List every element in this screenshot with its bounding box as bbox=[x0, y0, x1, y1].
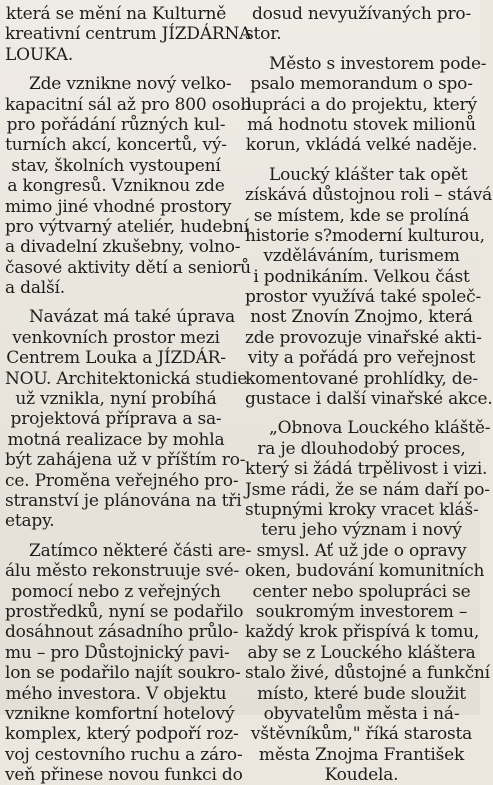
text-line: nost Znovín Znojmo, která bbox=[250, 307, 473, 328]
paragraph-gap bbox=[245, 156, 478, 165]
text-line: kreativní centrum JÍZDÁRNA bbox=[5, 24, 252, 45]
text-line: mého investora. V objektu bbox=[5, 683, 227, 704]
text-line: ce. Proměna veřejného pro- bbox=[5, 470, 239, 491]
text-line: pomocí nebo z veřejných bbox=[11, 581, 221, 602]
text-line: stor. bbox=[245, 24, 282, 45]
text-line: pro pořádání různých kul- bbox=[6, 114, 226, 135]
text-line: Zatímco některé části are- bbox=[29, 540, 252, 561]
paragraph-gap bbox=[5, 298, 227, 307]
text-line: gustace i další vinařské akce. bbox=[245, 389, 493, 410]
text-line: časové aktivity dětí a seniorů bbox=[5, 257, 251, 278]
text-line: a divadelní zkušebny, volno- bbox=[5, 237, 241, 258]
text-line: místo, které bude sloužit bbox=[257, 683, 466, 704]
text-line: a kongresů. Vzniknou zde bbox=[7, 176, 225, 197]
text-line: být zahájena už v příštím ro- bbox=[5, 450, 246, 471]
text-line: má hodnotu stovek milionů bbox=[247, 114, 476, 135]
text-line: center nebo spolupráci se bbox=[252, 581, 471, 602]
text-line: dosud nevyužívaných pro- bbox=[252, 4, 471, 24]
text-line: prostor využívá také společ- bbox=[245, 287, 481, 308]
text-line: který si žádá trpělivost i vizi. bbox=[245, 459, 488, 480]
text-line: stalo živé, důstojné a funkční bbox=[245, 663, 490, 684]
text-line: projektová příprava a sa- bbox=[10, 409, 222, 430]
text-line: vštěvníkům," říká starosta bbox=[250, 724, 473, 745]
text-line: vznikne komfortní hotelový bbox=[5, 703, 235, 724]
text-line: LOUKA. bbox=[5, 44, 74, 65]
text-line: turních akcí, koncertů, vý- bbox=[5, 135, 227, 156]
text-line: i podnikáním. Velkou část bbox=[253, 266, 470, 287]
paragraph-gap bbox=[245, 45, 478, 54]
text-line: motná realizace by mohla bbox=[7, 429, 225, 450]
text-line: města Znojma František bbox=[258, 744, 465, 765]
text-line: prostředků, nyní se podařilo bbox=[5, 601, 244, 622]
text-line: Centrem Louka a JÍZDÁR- bbox=[6, 348, 226, 369]
text-line: obyvatelům města i ná- bbox=[263, 703, 460, 724]
article-column-right bbox=[245, 4, 493, 785]
paragraph-gap bbox=[245, 409, 478, 418]
text-line: každý krok přispívá k tomu, bbox=[245, 622, 480, 643]
text-line: pro výtvarný ateliér, hudební bbox=[5, 216, 249, 237]
text-line: stav, školních vystoupení bbox=[11, 155, 221, 176]
text-line: komentované prohlídky, de- bbox=[245, 368, 478, 389]
text-line: už vznikla, nyní probíhá bbox=[15, 389, 217, 410]
text-line: álu město rekonstruuje své- bbox=[5, 561, 240, 582]
article-column-left bbox=[5, 4, 252, 785]
text-line: kapacitní sál až pro 800 osob bbox=[5, 94, 252, 115]
text-line: lon se podařilo najít soukro- bbox=[5, 663, 241, 684]
paragraph-gap bbox=[5, 65, 227, 74]
text-line: dosáhnout zásadního průlo- bbox=[5, 622, 239, 643]
text-line: soukromým investorem – bbox=[255, 601, 468, 622]
text-line: a další. bbox=[5, 278, 65, 299]
text-line: lupráci a do projektu, který bbox=[246, 94, 477, 115]
text-line: vity a pořádá pro veřejnost bbox=[247, 348, 476, 369]
text-line: NOU. Architektonická studie bbox=[5, 368, 248, 389]
text-line: Jsme rádi, že se nám daří po- bbox=[245, 479, 490, 500]
text-line: oken, budování komunitních bbox=[245, 561, 485, 582]
text-line: Navázat má také úprava bbox=[29, 307, 235, 328]
text-line: Loucký klášter tak opět bbox=[269, 164, 468, 185]
text-line: ra je dlouhodobý proces, bbox=[257, 438, 466, 459]
paragraph-gap bbox=[5, 532, 227, 541]
text-line: stupnými kroky vracet kláš- bbox=[245, 499, 479, 520]
text-line: Město s investorem pode- bbox=[269, 53, 487, 74]
text-line: korun, vkládá velké naděje. bbox=[245, 135, 478, 156]
text-line: získává důstojnou roli – stává bbox=[245, 185, 493, 206]
text-line: Koudela. bbox=[324, 765, 399, 785]
text-line: zde provozuje vinařské akti- bbox=[245, 327, 482, 348]
text-line: stranství je plánována na tři bbox=[5, 490, 242, 511]
text-line: Zde vznikne nový velko- bbox=[29, 74, 232, 95]
text-line: mu – pro Důstojnický pavi- bbox=[5, 642, 230, 663]
text-line: psalo memorandum o spo- bbox=[250, 74, 473, 95]
text-line: aby se z Louckého kláštera bbox=[247, 642, 476, 663]
text-line: historie s?moderní kulturou, bbox=[245, 225, 485, 246]
text-line: veň přinese novou funkci do bbox=[5, 765, 243, 785]
text-line: se místem, kde se prolíná bbox=[253, 205, 470, 226]
text-line: teru jeho význam i nový bbox=[261, 520, 462, 541]
text-line: smysl. Ať už jde o opravy bbox=[256, 540, 467, 561]
text-line: voj cestovního ruchu a záro- bbox=[5, 744, 243, 765]
text-line: která se mění na Kulturně bbox=[5, 4, 227, 24]
text-line: etapy. bbox=[5, 511, 55, 532]
text-line: vzděláváním, turismem bbox=[263, 246, 460, 267]
text-line: mimo jiné vhodné prostory bbox=[5, 196, 232, 217]
text-line: venkovních prostor mezi bbox=[12, 327, 220, 348]
text-line: komplex, který podpoří roz- bbox=[5, 724, 239, 745]
text-line: „Obnova Louckého kláště- bbox=[269, 418, 491, 439]
